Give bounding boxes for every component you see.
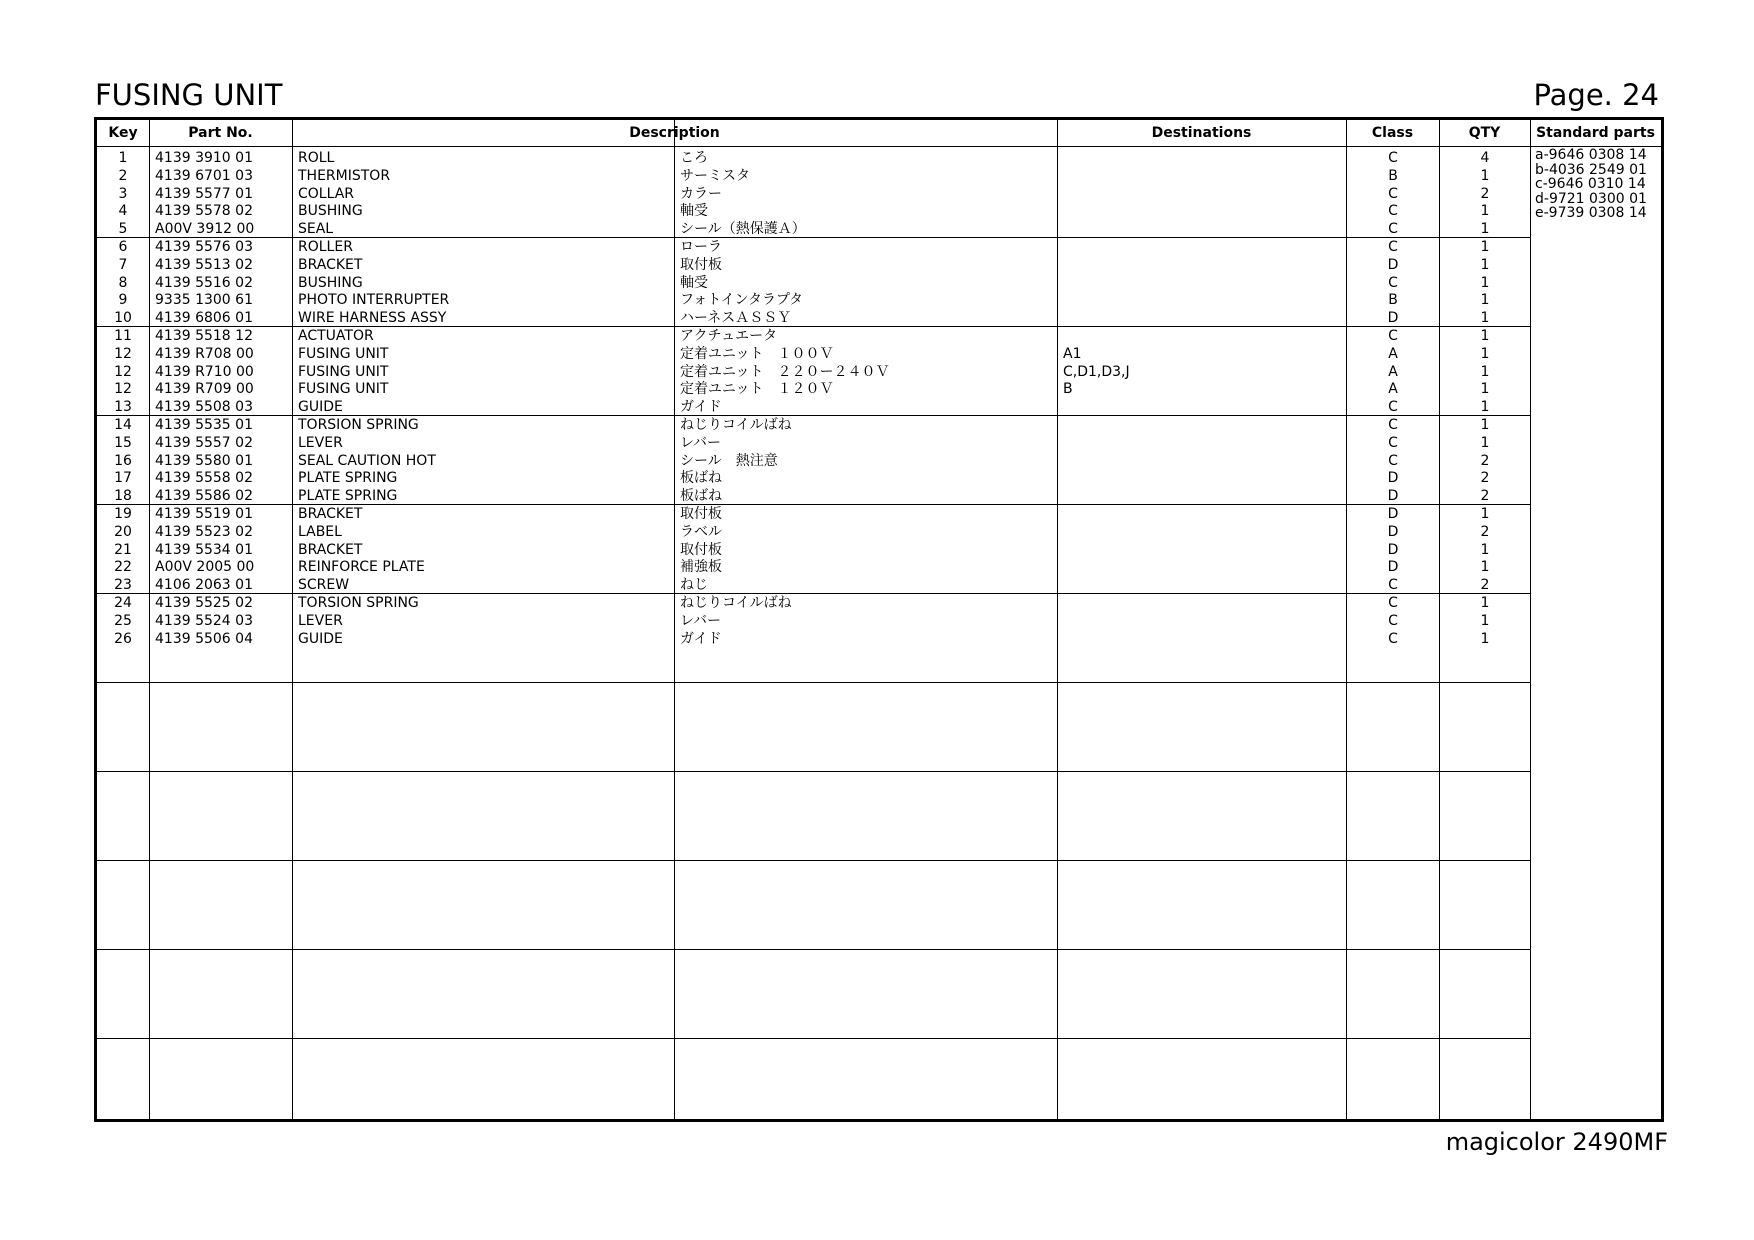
row-description-en: ACTUATOR	[298, 327, 374, 344]
row-qty: 1	[1480, 292, 1490, 309]
group-divider	[97, 682, 1530, 683]
row-description-en: BRACKET	[298, 541, 363, 558]
table-row	[97, 346, 1661, 364]
page-title: FUSING UNIT	[95, 78, 283, 112]
header-qty: QTY	[1468, 125, 1501, 141]
table-row	[97, 310, 1661, 328]
row-key: 20	[114, 523, 132, 540]
row-description-en: TORSION SPRING	[298, 594, 419, 611]
row-part-no: 4139 5513 02	[155, 256, 253, 273]
row-qty: 1	[1480, 363, 1490, 380]
model-name: magicolor 2490MF	[1445, 1128, 1668, 1156]
row-qty: 1	[1480, 416, 1490, 433]
row-key: 26	[114, 630, 132, 647]
row-part-no: 4139 5580 01	[155, 452, 253, 469]
row-description-en: SEAL CAUTION HOT	[298, 452, 436, 469]
header-standard-parts: Standard parts	[1536, 125, 1655, 141]
row-description-en: BRACKET	[298, 505, 363, 522]
row-key: 6	[118, 238, 128, 255]
row-qty: 1	[1480, 274, 1490, 291]
row-description-jp: 定着ユニット ２２０ー２４０Ｖ	[680, 363, 890, 380]
row-class: D	[1387, 470, 1399, 487]
row-description-en: SCREW	[298, 577, 350, 594]
table-row	[97, 417, 1661, 435]
row-description-jp: シール 熱注意	[680, 452, 778, 469]
row-description-en: LABEL	[298, 523, 342, 540]
table-row	[97, 292, 1661, 310]
row-key: 7	[118, 256, 128, 273]
row-qty: 1	[1480, 203, 1490, 220]
row-description-jp: ローラ	[680, 238, 722, 255]
row-key: 5	[118, 221, 128, 238]
row-qty: 4	[1480, 150, 1490, 166]
row-part-no: 4139 5535 01	[155, 416, 253, 433]
table-row	[97, 559, 1661, 577]
row-description-jp: ねじ	[680, 577, 708, 594]
row-key: 9	[118, 292, 128, 309]
row-part-no: 4139 5586 02	[155, 488, 253, 505]
row-part-no: 4139 R708 00	[155, 345, 254, 362]
row-description-jp: サーミスタ	[680, 167, 750, 184]
row-key: 19	[114, 505, 132, 522]
row-description-en: WIRE HARNESS ASSY	[298, 310, 447, 327]
row-part-no: 4139 5576 03	[155, 238, 253, 255]
row-qty: 2	[1480, 452, 1490, 469]
row-class: C	[1388, 238, 1398, 255]
row-key: 21	[114, 541, 132, 558]
row-key: 10	[114, 310, 132, 327]
row-description-en: COLLAR	[298, 185, 355, 202]
row-key: 4	[118, 203, 128, 220]
table-row	[97, 168, 1661, 186]
row-part-no: 4139 5558 02	[155, 470, 253, 487]
row-key: 1	[118, 150, 128, 166]
row-description-en: REINFORCE PLATE	[298, 559, 425, 576]
row-part-no: 4139 5577 01	[155, 185, 253, 202]
row-class: C	[1388, 327, 1398, 344]
row-key: 22	[114, 559, 132, 576]
row-part-no: 4139 5518 12	[155, 327, 253, 344]
table-row	[97, 595, 1661, 613]
table-row	[97, 470, 1661, 488]
row-description-en: BRACKET	[298, 256, 363, 273]
row-description-jp: 取付板	[680, 505, 722, 522]
table-row	[97, 275, 1661, 293]
row-qty: 1	[1480, 612, 1490, 629]
row-description-jp: フォトインタラプタ	[680, 292, 804, 309]
table-row	[97, 631, 1661, 649]
row-class: D	[1387, 505, 1399, 522]
row-qty: 1	[1480, 559, 1490, 576]
row-qty: 1	[1480, 327, 1490, 344]
table-row	[97, 506, 1661, 524]
row-part-no: 4106 2063 01	[155, 577, 253, 594]
row-class: D	[1387, 256, 1399, 273]
header-key: Key	[108, 125, 138, 141]
row-qty: 2	[1480, 185, 1490, 202]
row-key: 14	[114, 416, 132, 433]
row-class: C	[1388, 416, 1398, 433]
row-qty: 1	[1480, 541, 1490, 558]
table-row	[97, 186, 1661, 204]
standard-part-item: b-4036 2549 01	[1535, 161, 1647, 178]
row-part-no: 4139 6806 01	[155, 310, 253, 327]
row-description-en: FUSING UNIT	[298, 381, 389, 398]
row-qty: 1	[1480, 167, 1490, 184]
row-class: C	[1388, 594, 1398, 611]
row-destination: A1	[1063, 345, 1082, 362]
row-description-jp: シール（熱保護Ａ）	[680, 221, 806, 238]
row-qty: 2	[1480, 488, 1490, 505]
row-class: C	[1388, 452, 1398, 469]
row-description-jp: ラベル	[680, 523, 722, 540]
row-key: 15	[114, 434, 132, 451]
row-part-no: 4139 5524 03	[155, 612, 253, 629]
row-class: A	[1388, 363, 1398, 380]
parts-table	[94, 117, 1664, 1122]
table-row	[97, 524, 1661, 542]
row-class: C	[1388, 274, 1398, 291]
table-row	[97, 150, 1661, 168]
row-description-jp: ハーネスＡＳＳＹ	[680, 310, 792, 327]
row-qty: 1	[1480, 221, 1490, 238]
row-class: C	[1388, 221, 1398, 238]
row-key: 8	[118, 274, 128, 291]
row-class: D	[1387, 559, 1399, 576]
group-divider	[97, 1038, 1530, 1039]
table-row	[97, 577, 1661, 595]
row-description-jp: 取付板	[680, 541, 722, 558]
row-qty: 1	[1480, 310, 1490, 327]
row-description-en: FUSING UNIT	[298, 345, 389, 362]
row-description-jp: 軸受	[680, 274, 708, 291]
row-part-no: 4139 5557 02	[155, 434, 253, 451]
standard-part-item: e-9739 0308 14	[1535, 205, 1647, 222]
row-description-en: GUIDE	[298, 399, 343, 416]
row-part-no: 4139 R710 00	[155, 363, 254, 380]
header-description: Description	[629, 125, 720, 141]
row-class: C	[1388, 612, 1398, 629]
row-qty: 1	[1480, 345, 1490, 362]
row-qty: 1	[1480, 381, 1490, 398]
row-qty: 2	[1480, 470, 1490, 487]
row-key: 24	[114, 594, 132, 611]
row-key: 12	[114, 363, 132, 380]
row-part-no: A00V 3912 00	[155, 221, 255, 238]
table-row	[97, 257, 1661, 275]
table-row	[97, 542, 1661, 560]
row-description-en: BUSHING	[298, 274, 363, 291]
row-qty: 1	[1480, 505, 1490, 522]
row-key: 16	[114, 452, 132, 469]
table-row	[97, 613, 1661, 631]
row-description-en: LEVER	[298, 612, 343, 629]
row-class: D	[1387, 541, 1399, 558]
row-description-en: TORSION SPRING	[298, 416, 419, 433]
row-class: D	[1387, 310, 1399, 327]
row-description-en: PLATE SPRING	[298, 470, 398, 487]
row-part-no: 4139 5506 04	[155, 630, 253, 647]
row-description-jp: 板ばね	[680, 470, 722, 487]
table-row	[97, 488, 1661, 506]
row-class: B	[1388, 292, 1398, 309]
row-class: D	[1387, 488, 1399, 505]
row-qty: 2	[1480, 577, 1490, 594]
header-destinations: Destinations	[1151, 125, 1252, 141]
row-class: C	[1388, 185, 1398, 202]
standard-part-item: a-9646 0308 14	[1535, 147, 1647, 163]
row-qty: 1	[1480, 399, 1490, 416]
row-description-en: LEVER	[298, 434, 343, 451]
row-class: C	[1388, 203, 1398, 220]
row-part-no: 9335 1300 61	[155, 292, 253, 309]
table-row	[97, 239, 1661, 257]
row-description-jp: 取付板	[680, 256, 722, 273]
row-key: 23	[114, 577, 132, 594]
row-qty: 1	[1480, 256, 1490, 273]
row-part-no: 4139 6701 03	[155, 167, 253, 184]
row-qty: 1	[1480, 594, 1490, 611]
row-description-jp: ガイド	[680, 630, 722, 647]
header-part-no: Part No.	[188, 125, 253, 141]
row-qty: 2	[1480, 523, 1490, 540]
row-description-jp: 軸受	[680, 203, 708, 220]
table-row	[97, 221, 1661, 239]
row-part-no: 4139 3910 01	[155, 150, 253, 166]
header-class: Class	[1371, 125, 1414, 141]
row-class: C	[1388, 630, 1398, 647]
row-description-en: PLATE SPRING	[298, 488, 398, 505]
row-description-en: GUIDE	[298, 630, 343, 647]
row-key: 17	[114, 470, 132, 487]
table-row	[97, 381, 1661, 399]
row-part-no: 4139 R709 00	[155, 381, 254, 398]
row-description-en: FUSING UNIT	[298, 363, 389, 380]
row-part-no: 4139 5523 02	[155, 523, 253, 540]
row-description-en: ROLLER	[298, 238, 353, 255]
row-description-jp: 板ばね	[680, 488, 722, 505]
row-description-jp: レバー	[680, 612, 722, 629]
row-description-jp: ねじりコイルばね	[680, 416, 792, 433]
row-class: B	[1388, 167, 1398, 184]
table-row	[97, 203, 1661, 221]
row-description-en: ROLL	[298, 150, 335, 166]
group-divider	[97, 771, 1530, 772]
row-part-no: 4139 5519 01	[155, 505, 253, 522]
row-class: C	[1388, 577, 1398, 594]
row-description-jp: カラー	[680, 185, 722, 202]
row-class: A	[1388, 381, 1398, 398]
row-part-no: 4139 5578 02	[155, 203, 253, 220]
table-body	[97, 150, 1661, 648]
row-description-jp: 補強板	[680, 559, 722, 576]
row-qty: 1	[1480, 238, 1490, 255]
standard-part-item: d-9721 0300 01	[1535, 190, 1647, 207]
row-destination: B	[1063, 381, 1073, 398]
row-description-en: BUSHING	[298, 203, 363, 220]
row-description-jp: ねじりコイルばね	[680, 594, 792, 611]
row-part-no: 4139 5508 03	[155, 399, 253, 416]
row-part-no: 4139 5534 01	[155, 541, 253, 558]
row-key: 25	[114, 612, 132, 629]
row-description-jp: レバー	[680, 434, 722, 451]
row-qty: 1	[1480, 630, 1490, 647]
row-description-jp: ころ	[680, 150, 708, 166]
row-destination: C,D1,D3,J	[1063, 363, 1130, 380]
row-description-jp: 定着ユニット １００Ｖ	[680, 345, 834, 362]
group-divider	[97, 949, 1530, 950]
row-description-en: SEAL	[298, 221, 334, 238]
row-qty: 1	[1480, 434, 1490, 451]
row-key: 12	[114, 381, 132, 398]
table-row	[97, 399, 1661, 417]
row-key: 2	[118, 167, 128, 184]
standard-parts-list	[1530, 148, 1665, 221]
header-divider	[97, 146, 1661, 147]
row-key: 13	[114, 399, 132, 416]
row-part-no: 4139 5525 02	[155, 594, 253, 611]
row-key: 18	[114, 488, 132, 505]
row-class: C	[1388, 150, 1398, 166]
table-row	[97, 364, 1661, 382]
table-row	[97, 453, 1661, 471]
row-key: 11	[114, 327, 132, 344]
table-row	[97, 435, 1661, 453]
row-description-en: PHOTO INTERRUPTER	[298, 292, 450, 309]
row-class: D	[1387, 523, 1399, 540]
standard-part-item: c-9646 0310 14	[1535, 176, 1646, 193]
row-description-jp: ガイド	[680, 399, 722, 416]
group-divider	[97, 860, 1530, 861]
row-key: 12	[114, 345, 132, 362]
row-class: C	[1388, 434, 1398, 451]
row-key: 3	[118, 185, 128, 202]
table-row	[97, 328, 1661, 346]
row-part-no: 4139 5516 02	[155, 274, 253, 291]
row-description-jp: 定着ユニット １２０Ｖ	[680, 381, 834, 398]
row-class: A	[1388, 345, 1398, 362]
row-class: C	[1388, 399, 1398, 416]
row-description-en: THERMISTOR	[298, 167, 391, 184]
row-part-no: A00V 2005 00	[155, 559, 255, 576]
page-number: Page. 24	[1533, 78, 1659, 112]
row-description-jp: アクチュエータ	[680, 327, 778, 344]
